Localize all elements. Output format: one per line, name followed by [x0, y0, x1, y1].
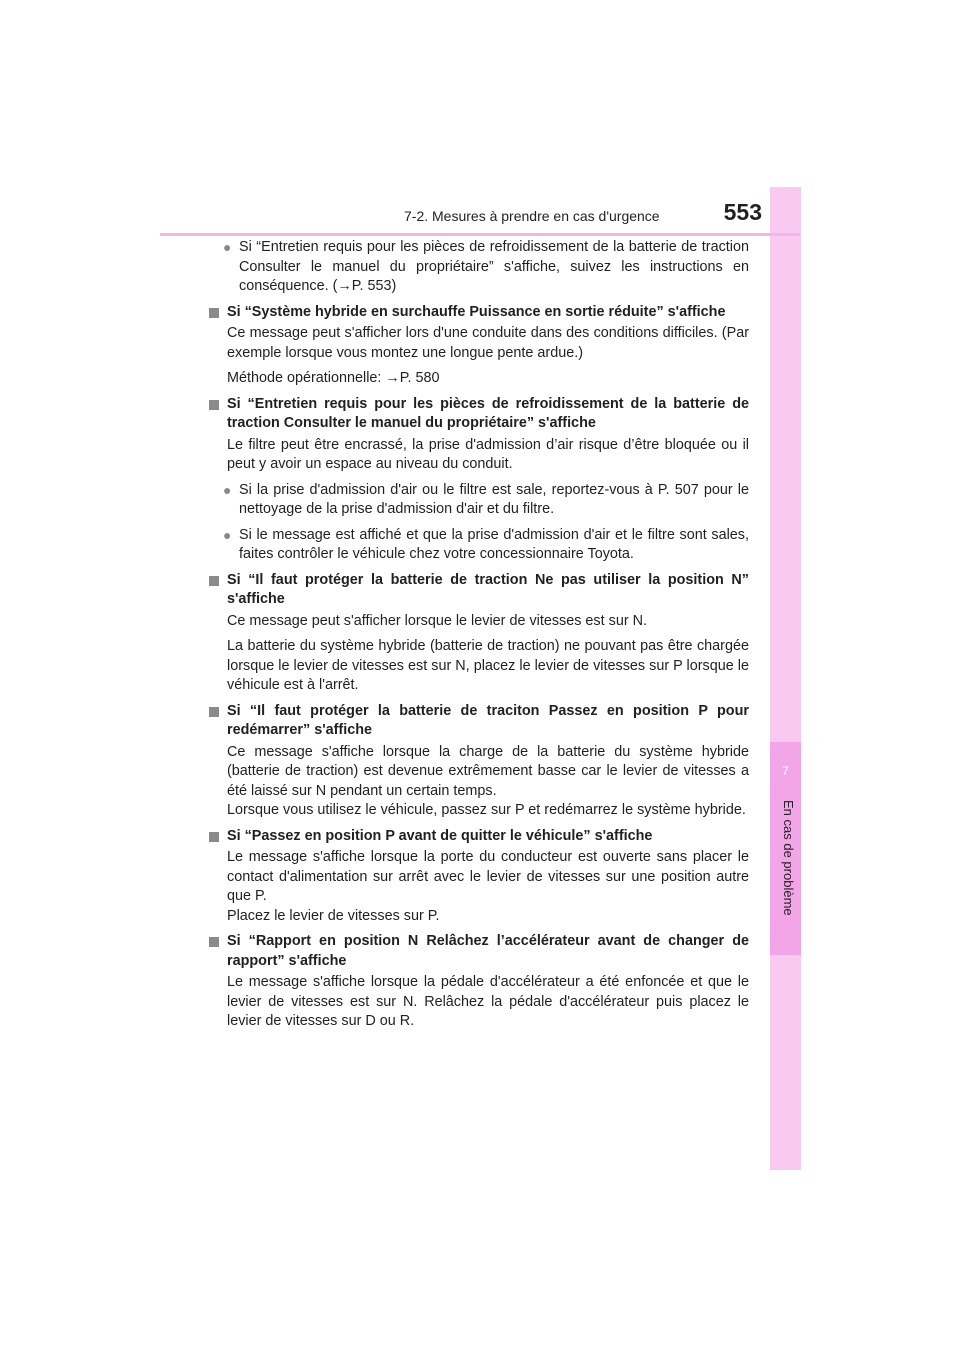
paragraph: Le message s'affiche lorsque la pédale d'accélérateur a été enfoncée et que le levier de vitesses est sur N. Relâchez la pédale d'accélérateur puis placez le levier de vitesses sur D ou R.: [227, 974, 749, 1029]
paragraph: Placez le levier de vitesses sur P.: [227, 907, 440, 924]
header-rule: [160, 233, 800, 236]
paragraph: Le message s'affiche lorsque la porte du conducteur est ouverte sans placer le contact d'alimentation sur arrêt avec le levier de vitesses sur une position autre que P.: [227, 849, 749, 904]
list-item-text: Si la prise d'admission d'air ou le filtre est sale, reportez-vous à P. 507 pour le nettoyage de la prise d'admission d'air et du filtre.: [239, 481, 749, 517]
list-item-text: Si le message est affiché et que la prise d'admission d'air et le filtre sont sales, faites contrôler le véhicule chez votre concessionnaire Toyota.: [239, 526, 749, 562]
section-heading: [209, 303, 749, 323]
chapter-title: En cas de problème: [781, 800, 796, 916]
section-heading-text: Si “Système hybride en surchauffe Puissance en sortie réduite” s'affiche: [227, 303, 726, 320]
paragraph: Ce message peut s'afficher lorsque le levier de vitesses est sur N.: [227, 612, 648, 629]
list-item: [209, 526, 749, 565]
section-heading: [209, 932, 749, 971]
paragraph: Le filtre peut être encrassé, la prise d'admission d’air risque d’être bloquée ou il peut y avoir un espace au niveau du conduit.: [227, 436, 749, 472]
square-bullet-icon: [209, 308, 219, 318]
round-bullet-icon: ●: [223, 239, 232, 255]
square-bullet-icon: [209, 707, 219, 717]
paragraph: Ce message s'affiche lorsque la charge de la batterie du système hybride (batterie de traction) est devenue extrêmement basse car le levier de vitesses a été laissé sur N pendant un certain temps.: [227, 743, 749, 799]
paragraph: La batterie du système hybride (batterie de traction) ne pouvant pas être chargée lorsque le levier de vitesses est sur N, placez le levier de vitesses sur P lorsque le véhicule est à l'arrêt.: [227, 638, 749, 693]
section-header: 7-2. Mesures à prendre en cas d'urgence: [404, 208, 660, 224]
section-heading: [209, 395, 749, 434]
square-bullet-icon: [209, 937, 219, 947]
section-heading: [209, 827, 749, 847]
intro-bullet: [209, 238, 749, 297]
chapter-side-tab: [770, 187, 801, 1170]
section-heading-text: Si “Entretien requis pour les pièces de refroidissement de la batterie de traction Consulter le manuel du propriétaire” s'affiche: [227, 395, 749, 431]
list-item: [209, 481, 749, 520]
section-heading: [209, 571, 749, 610]
paragraph: Lorsque vous utilisez le véhicule, passez sur P et redémarrez le système hybride.: [227, 802, 746, 818]
page-content: [209, 238, 749, 1038]
intro-bullet-text: Si “Entretien requis pour les pièces de refroidissement de la batterie de traction Consulter le manuel du propriétaire” s'affiche, suivez les instructions en conséquence. (→P. 553): [239, 239, 749, 294]
section-heading: [209, 702, 749, 741]
round-bullet-icon: ●: [223, 526, 232, 543]
section-heading-text: Si “Rapport en position N Relâchez l’accélérateur avant de changer de rapport” s'affiche: [227, 933, 749, 969]
section-heading-text: Si “Il faut protéger la batterie de traciton Passez en position P pour redémarrer” s'affiche: [227, 702, 749, 738]
paragraph: Ce message peut s'afficher lors d'une conduite dans des conditions difficiles. (Par exemple lorsque vous montez une longue pente ardue.): [227, 325, 749, 361]
chapter-number: 7: [782, 764, 789, 778]
paragraph: Méthode opérationnelle: →P. 580: [227, 370, 440, 386]
square-bullet-icon: [209, 832, 219, 842]
square-bullet-icon: [209, 576, 219, 586]
section-heading-text: Si “Passez en position P avant de quitter le véhicule” s'affiche: [227, 827, 653, 844]
square-bullet-icon: [209, 400, 219, 410]
round-bullet-icon: ●: [223, 481, 232, 498]
section-heading-text: Si “Il faut protéger la batterie de traction Ne pas utiliser la position N” s'affiche: [227, 571, 749, 607]
page-number: 553: [723, 199, 762, 225]
